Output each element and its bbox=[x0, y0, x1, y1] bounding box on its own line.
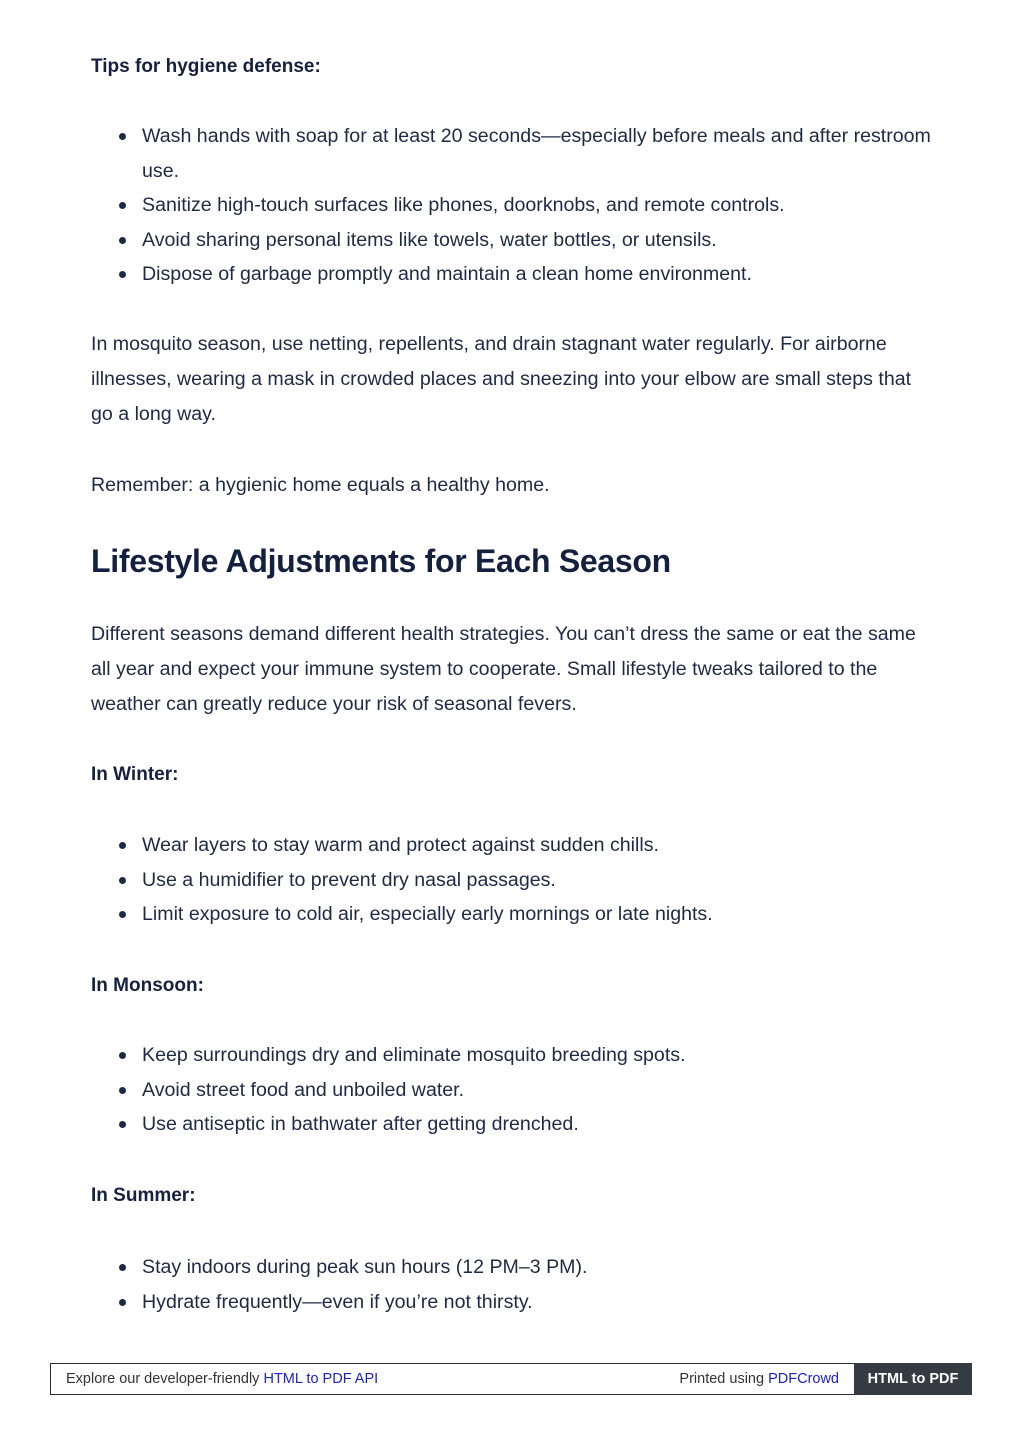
list-item bbox=[91, 1285, 936, 1320]
pdfcrowd-link[interactable]: PDFCrowd bbox=[768, 1371, 839, 1387]
lifestyle-intro-paragraph: Different seasons demand different health strategies. You can’t dress the same or eat the same all year and expect your immune system to cooperate. Small lifestyle tweaks tailored to the weather can greatly reduce your risk of seasonal fevers. bbox=[91, 623, 916, 715]
bullet-dot-icon bbox=[119, 1121, 126, 1128]
pdf-footer-bar bbox=[50, 1363, 972, 1395]
list-item-text: Use antiseptic in bathwater after getting drenched. bbox=[142, 1113, 579, 1135]
list-item-text: Use a humidifier to prevent dry nasal passages. bbox=[142, 868, 556, 891]
list-item-text: Avoid street food and unboiled water. bbox=[142, 1078, 465, 1101]
list-item-text: Keep surroundings dry and eliminate mosquito breeding spots. bbox=[142, 1044, 686, 1066]
winter-label: In Winter: bbox=[91, 764, 179, 785]
summer-tips-list bbox=[91, 1250, 936, 1319]
bullet-dot-icon bbox=[119, 1052, 126, 1059]
bullet-dot-icon bbox=[119, 911, 126, 918]
list-item bbox=[91, 257, 936, 292]
list-item bbox=[91, 119, 936, 188]
footer-explore bbox=[66, 1364, 378, 1394]
bullet-dot-icon bbox=[119, 133, 126, 140]
footer-printed bbox=[679, 1364, 839, 1394]
bullet-dot-icon bbox=[119, 1299, 126, 1306]
list-item bbox=[91, 828, 936, 863]
list-item bbox=[91, 1073, 936, 1108]
list-item bbox=[91, 223, 936, 258]
list-item-text: Wear layers to stay warm and protect against sudden chills. bbox=[142, 834, 659, 856]
bullet-dot-icon bbox=[119, 271, 126, 278]
bullet-dot-icon bbox=[119, 237, 126, 244]
bullet-dot-icon bbox=[119, 202, 126, 209]
reminder-paragraph: Remember: a hygienic home equals a healthy home. bbox=[91, 474, 550, 496]
footer-printed-text: Printed using bbox=[679, 1371, 769, 1387]
list-item bbox=[91, 1107, 936, 1142]
list-item-text: Limit exposure to cold air, especially early mornings or late nights. bbox=[142, 903, 713, 925]
list-item bbox=[91, 863, 936, 898]
list-item bbox=[91, 1038, 936, 1073]
list-item-text: Dispose of garbage promptly and maintain a clean home environment. bbox=[142, 263, 752, 285]
bullet-dot-icon bbox=[119, 1087, 126, 1094]
list-item bbox=[91, 897, 936, 932]
list-item-text: Hydrate frequently—even if you’re not thirsty. bbox=[142, 1290, 533, 1313]
list-item bbox=[91, 188, 936, 223]
html-to-pdf-api-link[interactable]: HTML to PDF API bbox=[263, 1371, 379, 1387]
html-to-pdf-button[interactable]: HTML to PDF bbox=[854, 1363, 972, 1395]
list-item bbox=[91, 1250, 936, 1285]
monsoon-label: In Monsoon: bbox=[91, 975, 204, 996]
footer-explore-text: Explore our developer-friendly bbox=[66, 1371, 264, 1387]
summer-label: In Summer: bbox=[91, 1185, 196, 1206]
list-item-text: Avoid sharing personal items like towels, water bottles, or utensils. bbox=[142, 228, 717, 251]
list-item-text: Stay indoors during peak sun hours (12 PM–3 PM). bbox=[142, 1256, 588, 1278]
bullet-dot-icon bbox=[119, 842, 126, 849]
mosquito-paragraph: In mosquito season, use netting, repellents, and drain stagnant water regularly. For airborne illnesses, wearing a mask in crowded places and sneezing into your elbow are small steps that go a long way. bbox=[91, 333, 912, 425]
list-item-text: Wash hands with soap for at least 20 seconds—especially before meals and after restroom use. bbox=[142, 125, 931, 182]
monsoon-tips-list bbox=[91, 1038, 936, 1142]
bullet-dot-icon bbox=[119, 1264, 126, 1271]
hygiene-tips-label: Tips for hygiene defense: bbox=[91, 56, 321, 77]
section-heading: Lifestyle Adjustments for Each Season bbox=[91, 543, 671, 579]
hygiene-tips-list bbox=[91, 119, 936, 292]
list-item-text: Sanitize high-touch surfaces like phones, doorknobs, and remote controls. bbox=[142, 194, 785, 216]
winter-tips-list bbox=[91, 828, 936, 932]
bullet-dot-icon bbox=[119, 877, 126, 884]
